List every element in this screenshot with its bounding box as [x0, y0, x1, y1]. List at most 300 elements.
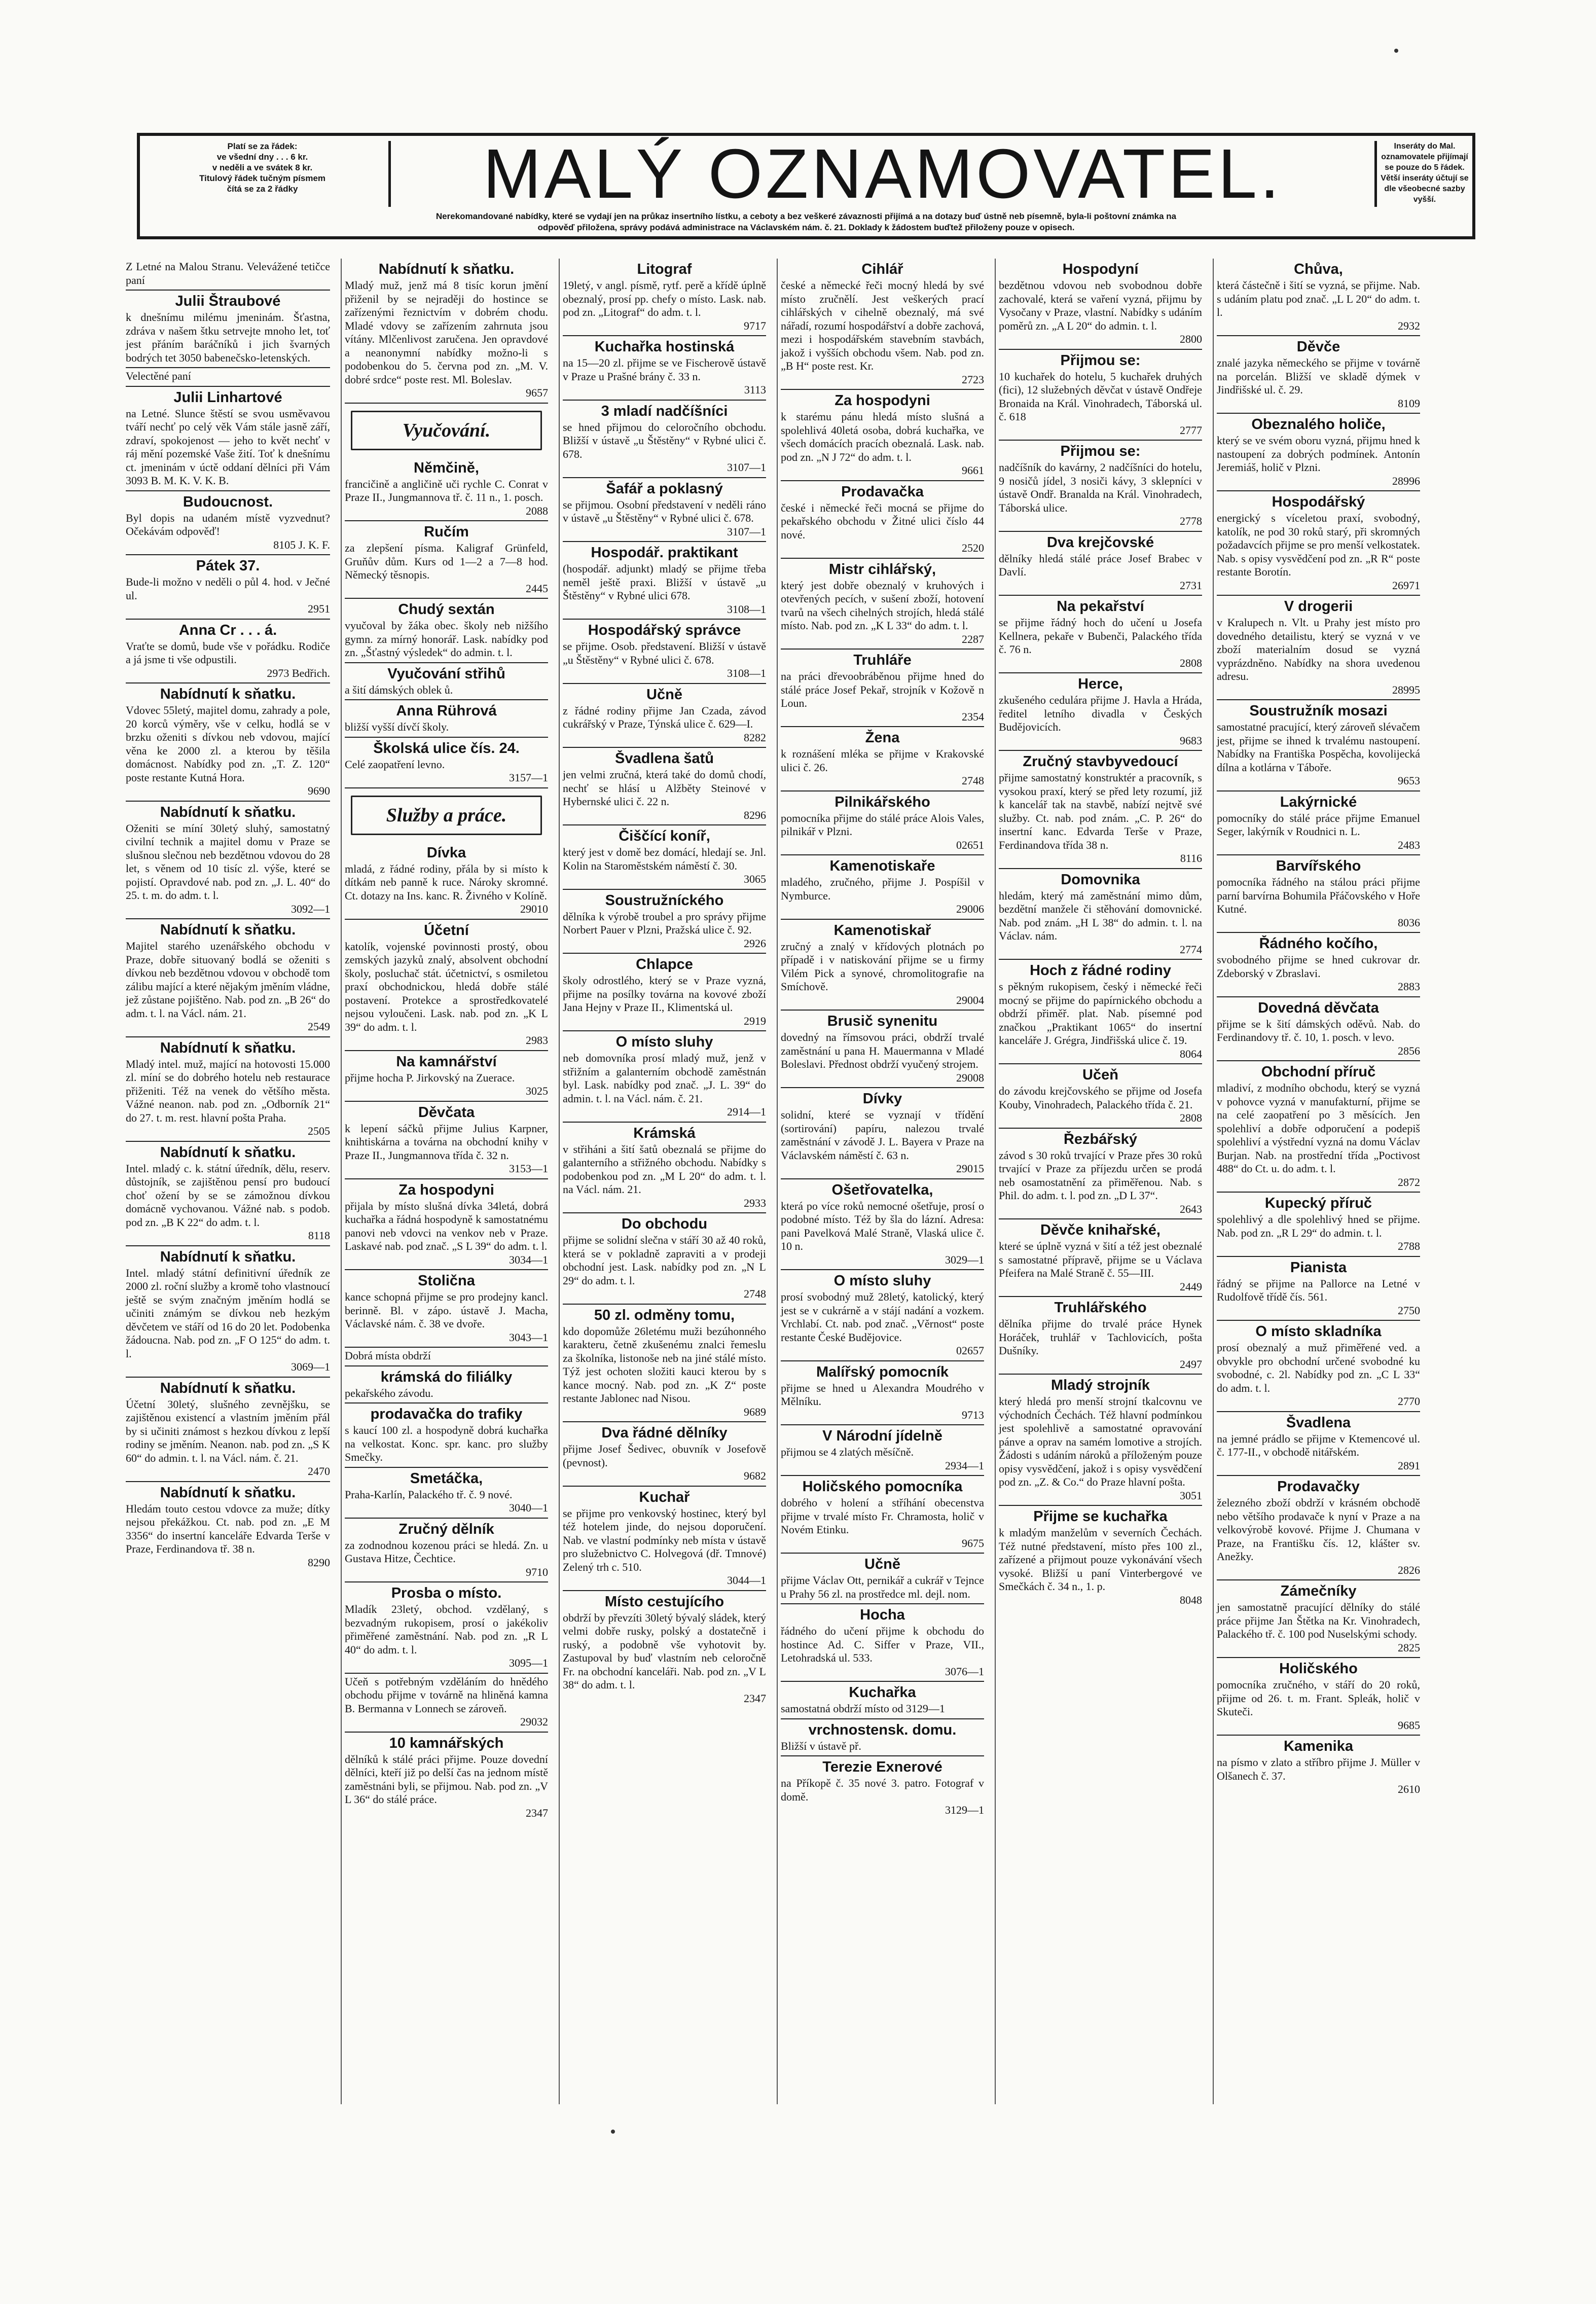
ad-text: energický s víceletou praxí, svobodný, katolík, ne pod 30 roků starý, při skromných požadavcích přijme se pro menší velkostatek. Nab. s opisy vysvědčení pod zn. „R R“ poste restante Borotín.: [1217, 512, 1420, 578]
ad-heading: Řádného kočího,: [1259, 935, 1378, 952]
ad-text: která po více roků nemocné ošetřuje, prosí o podobné místo. Též by šla do lázní. Adresa: pani Pavelková Malé Straně, Vlaská ulice č. 10 n.: [781, 1199, 984, 1252]
ad-heading: Učeň: [1082, 1067, 1118, 1083]
ad-text: Mladý muž, jenž má 8 tisíc korun jmění přiženil by se nejraději do hostince se zařízenými řeznictvím v dobrém chodu. Mladé vdovy se zařízením zahrnuta jsou vítány. Mlčenlivost zaručena. Jen opravdové a neanonymní nabídky možno-li s podobenkou do 5. června pod zn. „M. V. dobré srdce“ poste rest. Ml. Boleslav.: [345, 279, 548, 386]
ad-heading: Děvče: [1296, 339, 1340, 355]
column-1: [123, 259, 333, 2104]
ad-heading: V drogerii: [1284, 598, 1353, 615]
ad-text: obdrží by převzíti 30letý bývalý sládek, který velmi dobře rusky, polský a dostatečně i ruský, a podobně vše vyhotovit by. Zastupoval by buď vlastním neb celoročně Fr. na obchodní kanceláři. Nab. pod zn. „V L 38“ do adm. t. l.: [563, 1611, 766, 1691]
ad-heading: Holičského: [1279, 1661, 1358, 1677]
classified-ad: [781, 390, 984, 481]
ad-heading: Cihlář: [861, 261, 903, 277]
ad-heading: Smetáčka,: [410, 1470, 483, 1487]
ad-text: který se ve svém oboru vyzná, přijmu hned k nastoupení za dobrých podmínek. Antonín Jeremiáš, holič v Plzni.: [1217, 434, 1420, 474]
ad-number: 28996: [1392, 474, 1420, 487]
classified-ad: [1217, 1321, 1420, 1412]
ad-text: která částečně i šití se vyzná, se přijme. Nab. s udáním platu pod znač. „L L 20“ do adm. t. l.: [1217, 279, 1420, 318]
page-title: MALÝ OZNAMOVATEL.: [388, 141, 1377, 207]
ad-text: závod s 30 roků trvající v Praze přes 30 roků trvající v Praze za příjezdu určen se prodá neb osamostatnění za přiměřenou. Nab. s Phil. do adm. t. l. pod zn. „D L 37“.: [999, 1148, 1202, 1202]
ad-heading: Kupecký příruč: [1264, 1195, 1372, 1211]
column-6: [1213, 259, 1423, 2104]
ad-number: 26971: [1392, 579, 1420, 592]
ink-mark: [611, 2130, 615, 2134]
ad-text: za zlepšení písma. Kaligraf Grünfeld, Gruňův dům. Kurs od 1—2 a 7—8 hod. Německý těsnopis.: [345, 542, 548, 581]
ad-number: 2483: [1398, 838, 1420, 851]
classified-ad: [563, 542, 766, 620]
classified-ad: [999, 1375, 1202, 1506]
ad-number: 2983: [526, 1034, 548, 1047]
ad-text: železného zboží obdrží v krásném obchodě nebo většího prodavače k nyní v Praze a na velkovýrobě kovové. Přijme J. Chumana v Praze, na Františku čís. 12, klášter sv. Anežky.: [1217, 1496, 1420, 1563]
ad-text: nadčíšník do kavárny, 2 nadčíšníci do hotelu, 9 nosičů jídel, 3 nosiči kávy, 3 sklepníci v ústavě Ondř. Branalda na Král. Vinohradech, Táborská ulice.: [999, 461, 1202, 514]
classified-ad: [1217, 1658, 1420, 1736]
ad-number: 8105 J. K. F.: [273, 538, 330, 551]
ad-number: 8282: [744, 731, 766, 744]
classified-ad: [126, 683, 330, 802]
ad-number: 29015: [956, 1162, 984, 1175]
classified-ad: [563, 1591, 766, 1708]
classified-ad: [781, 1425, 984, 1476]
ad-number: 3043—1: [509, 1330, 548, 1344]
ad-text: Majitel starého uzenářského obchodu v Praze, dobře situovaný bodlá se oženiti s dívkou neb bezdětnou vdovou v obchodě tom zálibu mající a které nějakým jměním vládne, jež zůstane pojištěno. Nab. pod zn. „B 26“ do adm. t. l. na Václ. nám. 21.: [126, 940, 330, 1020]
classified-ad: [781, 1476, 984, 1554]
classified-ad: [999, 673, 1202, 751]
ad-text: na Letné. Slunce štěstí se svou usměvavou tváří nechť po celý věk Vám stále jasně září, zdraví, spokojenost — jeho to květ nechť v ráj mění pozemské Vaše žití. Toť k dnešnímu ct. jmeninám v úctě oddaní dělníci při Vám 3093 B. M. K. V. K. B.: [126, 407, 330, 487]
ad-number: 8290: [308, 1556, 330, 1569]
classified-ad: [126, 1037, 330, 1142]
classified-ad: [1217, 1193, 1420, 1257]
ad-number: 2872: [1398, 1175, 1420, 1189]
classified-ad: [781, 791, 984, 856]
ad-heading: Soustružník mosazi: [1249, 703, 1388, 719]
classified-ad: [1217, 1412, 1420, 1477]
ad-heading: Nabídnutí k sňatku.: [160, 922, 296, 938]
ad-heading: Kamenotiskaře: [829, 858, 935, 874]
classified-ad: [126, 1482, 330, 1572]
classified-ad: [126, 259, 330, 291]
ad-number: 2826: [1398, 1563, 1420, 1576]
classified-ad: [999, 1506, 1202, 1609]
ad-text: jen samostatně pracující dělníky do stálé práce přijme Jan Štětka na Kr. Vinohradech, Palackého tř. č. 100 pod Nuselskými schody.: [1217, 1601, 1420, 1640]
ad-text: Bude-li možno v neděli o půl 4. hod. v Ječné ul.: [126, 575, 330, 602]
ad-heading: vrchnostensk. domu.: [808, 1721, 957, 1738]
classified-ad: [126, 802, 330, 920]
classified-ad: [1217, 855, 1420, 933]
ad-number: 2445: [526, 582, 548, 595]
ad-number: 2856: [1398, 1044, 1420, 1057]
ad-number: 2088: [526, 504, 548, 517]
classified-ad: [1217, 700, 1420, 791]
ad-text: 10 kuchařek do hotelu, 5 kuchařek druhých (fici), 12 služebných děvčat v ústavě Ondřeje Bronaida na Král. Vinohradech, Táborská ul. č. 618: [999, 370, 1202, 423]
classified-ad: [781, 1011, 984, 1088]
ad-number: 9690: [308, 784, 330, 797]
ad-heading: Pianista: [1290, 1259, 1347, 1276]
ad-text: který jest dobře obeznalý v kruhových i otevřených pecích, v sušení zboží, hotovení tvarů na všech cihelných strojích, hledá stálé místo. Nab. pod zn. „K L 33“ do adm. t. l.: [781, 579, 984, 632]
ad-text: zkušeného cedulára přijme J. Havla a Hráda, ředitel letního divadla v Českých Budějovicích.: [999, 694, 1202, 733]
classified-ad: [563, 1487, 766, 1591]
ad-heading: Kamenika: [1283, 1738, 1353, 1754]
ad-text: k dnešnímu milému jmeninám. Šťastna, zdráva v našem štku setrvejte mnoho let, toť jest přáním baráčníků i jich švarných bodrých tet 3050 babenečsko-letenských.: [126, 311, 330, 364]
ad-heading: Herce,: [1078, 676, 1123, 692]
classified-ad: [999, 532, 1202, 596]
ad-number: 3095—1: [509, 1657, 548, 1669]
classified-ad: [1217, 336, 1420, 414]
ad-text: znalé jazyka německého se přijme v továrně na porcelán. Bližší ve skladě dýmek v Jindřišské ul. č. 29.: [1217, 356, 1420, 396]
classified-ad: [563, 336, 766, 401]
ad-text: na jemné prádlo se přijme v Ktemencové ul. č. 177-II., v obchodě nitářském.: [1217, 1432, 1420, 1458]
ad-heading: Pátek 37.: [196, 558, 260, 574]
ad-number: 3040—1: [509, 1501, 548, 1514]
ad-number: 3034—1: [509, 1253, 548, 1266]
ad-number: 3107—1: [727, 525, 766, 538]
classified-ad: [126, 491, 330, 556]
ad-heading: Julii Linhartové: [173, 389, 282, 406]
ad-text: vyučoval by žáka obec. školy neb nižšího gymn. za mírný honorář. Lask. nabídky pod zn. „Šťastný výsledek“ do admin. t. l.: [345, 619, 548, 659]
ad-number: 29008: [956, 1071, 984, 1084]
classified-ad: [345, 1051, 548, 1102]
ad-heading: Žena: [865, 730, 900, 746]
ad-number: 2788: [1398, 1240, 1420, 1252]
ad-text: dělníka přijme do trvalé práce Hynek Horáček, truhlář v Tachlovicích, pošta Dušníky.: [999, 1317, 1202, 1357]
ad-heading: Učně: [864, 1556, 900, 1572]
classified-ad: [345, 842, 548, 920]
ad-number: 2470: [308, 1465, 330, 1478]
ad-number: 3108—1: [727, 602, 766, 616]
ad-heading: Chlapce: [636, 956, 693, 973]
ad-number: 2951: [308, 602, 330, 615]
ad-number: 3065: [744, 873, 766, 885]
ink-mark: [1394, 49, 1398, 53]
classified-ad: [563, 401, 766, 478]
ad-heading: Budoucnost.: [183, 493, 273, 510]
ad-text: svobodného přijme se hned cukrovar dr. Zdeborský v Zbraslavi.: [1217, 953, 1420, 980]
column-3: [559, 259, 769, 2104]
ad-text: řádný se přijme na Pallorce na Letné v Rudolfově třídě čís. 561.: [1217, 1277, 1420, 1303]
ad-text: mladá, z řádné rodiny, přála by si místo k dítkám neb panně k ruce. Nároky skromné. Ct. dotazy na Ins. kanc. R. Živného v Kolíně.: [345, 862, 548, 902]
ad-heading: Nabídnutí k sňatku.: [160, 1484, 296, 1501]
ad-heading: Mladý strojník: [1051, 1377, 1150, 1393]
ad-text: pomocníka přijme do stálé práce Alois Vales, pilnikář v Plzni.: [781, 811, 984, 838]
classified-ad: [1217, 791, 1420, 856]
classified-ad: [1217, 997, 1420, 1062]
ad-heading: Nabídnutí k sňatku.: [160, 686, 296, 702]
ad-number: 2778: [1180, 515, 1202, 527]
ad-text: z řádné rodiny přijme Jan Czada, závod cukrářský v Praze, Týnská ulice č. 629—I.: [563, 704, 766, 730]
masthead-rates: [147, 141, 378, 194]
classified-ad: [781, 1361, 984, 1426]
column-5: [995, 259, 1205, 2104]
classified-ad: [563, 1422, 766, 1487]
classified-ad: [345, 1270, 548, 1348]
ad-number: 29006: [956, 903, 984, 915]
ad-number: 8048: [1180, 1593, 1202, 1606]
ad-text: Bližší v ústavě př.: [781, 1739, 861, 1752]
ad-heading: Nabídnutí k sňatku.: [160, 1380, 296, 1396]
classified-ad: [126, 291, 330, 368]
classified-ad: [781, 1554, 984, 1604]
classified-ad: [999, 441, 1202, 532]
classified-ad: [781, 855, 984, 920]
ad-text: Intel. mladý c. k. státní úředník, dělu, reserv. důstojník, se zajištěnou pensí pro budoucí choť ožení by se se zámožnou dívkou domácně vychovanou. Vážné nab. s podob. pod zn. „B K 22“ do adm. t. l.: [126, 1162, 330, 1229]
ad-text: který hledá pro menší strojní tkalcovnu ve východních Čechách. Též hlavní podmínkou jest spolehlivě a samostatné opravování pánve a oprav na samém lomotive a strojích. Žádosti s udáním nároků a příloženým pouze opisy vysvědčení, jakož i s opisy vysvědčení pod zn. „Z. & Co.“ do Praze hlavní pošta.: [999, 1395, 1202, 1488]
classified-ad: [126, 620, 330, 684]
classified-ad: [345, 521, 548, 599]
classified-ad: [345, 259, 548, 404]
classified-ad: [563, 825, 766, 890]
ad-text: české i německé řeči mocná se přijme do pekařského obchodu v Žitné ulici číslo 44 nové.: [781, 501, 984, 541]
ad-text: solidní, které se vyznají v třídění (sortirování) papíru, nalezou trvalé zaměstnání v závodě J. L. Bayera v Praze na Václavském náměstí č. 63 n.: [781, 1108, 984, 1162]
ad-number: 2774: [1180, 943, 1202, 956]
ad-text: na Příkopě č. 35 nové 3. patro. Fotograf v domě.: [781, 1777, 984, 1803]
classified-ad: [126, 1378, 330, 1482]
ad-text: bezdětnou vdovou neb svobodnou dobře zachovalé, která se vaření vyzná, přijmu by Vysočany v Praze, vlastní. Nabídky s udáním poměrů zn. „A L 20“ do admin. t. l.: [999, 279, 1202, 332]
classified-ad: [563, 954, 766, 1031]
ad-heading: Zručný stavbyvedoucí: [1023, 753, 1178, 770]
ad-number: 2723: [962, 373, 984, 386]
ad-number: 3092—1: [291, 902, 330, 915]
ad-number: 02657: [956, 1344, 984, 1357]
ad-number: 2926: [744, 937, 766, 950]
ad-number: 9685: [1398, 1718, 1420, 1732]
ad-text: neb domovníka prosí mladý muž, jenž v střižním a galanterním obchodě zaměstnán byl. Lask. nabídky pod znač. „J. L. 39“ do admin. t. l. na Václ. nám. č. 21.: [563, 1052, 766, 1105]
classified-ad: [1217, 1257, 1420, 1321]
classified-ad: [781, 920, 984, 1011]
ad-heading: 10 kamnářských: [389, 1735, 504, 1751]
ad-heading: Nabídnutí k sňatku.: [160, 1144, 296, 1161]
rates-line: v neděli a ve svátek 8 kr.: [212, 163, 313, 172]
classified-ad: [563, 620, 766, 684]
ad-text: přijme se solidní slečna v stáří 30 až 40 roků, která se v pokladně zapraviti a v prodeji obchodní jest. Lask. nabídky pod zn. „N L 29“ do adm. t. l.: [563, 1234, 766, 1287]
classified-ad: [126, 1246, 330, 1378]
classified-ad: [999, 1297, 1202, 1375]
ad-heading: Soustružníckého: [605, 892, 724, 909]
ad-number: 2748: [962, 774, 984, 787]
classified-ad: [999, 869, 1202, 960]
ad-heading: Děvčata: [418, 1104, 475, 1121]
classified-ad: [126, 919, 330, 1037]
ad-text: Učeň s potřebným vzděláním do hnědého obchodu přijme v továrně na hliněná kamna B. Bermanna v Lonnech se zároveň.: [345, 1675, 548, 1715]
ad-number: 2914—1: [727, 1105, 766, 1118]
classified-ad: [999, 1064, 1202, 1129]
ad-heading: Dva krejčovské: [1046, 534, 1154, 551]
ad-heading: Truhlářského: [1054, 1300, 1147, 1316]
classified-ad: [781, 727, 984, 791]
ad-heading: Nabídnutí k sňatku.: [160, 1248, 296, 1265]
ad-number: 2883: [1398, 980, 1420, 993]
classified-ad: [345, 1468, 548, 1519]
ad-heading: Přijmou se:: [1060, 352, 1141, 369]
classified-ad: [999, 1129, 1202, 1220]
ad-text: k starému pánu hledá místo slušná a spolehlivá 40letá osoba, dobrá kuchařka, ve všech domácích pracích obeznalá. Lask. nab. pod zn. „N J 72“ do adm. t. l.: [781, 410, 984, 463]
ad-heading: Hoch z řádné rodiny: [1030, 962, 1171, 979]
ad-text: přijme se hned u Alexandra Moudrého v Mělníku.: [781, 1381, 984, 1408]
ad-text: se přijme. Osob. představení. Bližší v ústavě „u Štěstěny“ v Rybné ulici č. 678.: [563, 640, 766, 666]
ad-number: 9675: [962, 1536, 984, 1550]
ad-heading: krámská do filiálky: [380, 1369, 513, 1385]
ad-number: 3051: [1180, 1489, 1202, 1502]
ad-text: (hospodář. adjunkt) mladý se přijme třeba neměl ještě praxi. Bližší v ústavě „u Štěstěny“ v Rybné ulici 678.: [563, 562, 766, 602]
ad-heading: O místo skladníka: [1255, 1323, 1382, 1340]
classified-ad: [345, 1674, 548, 1733]
ad-number: 2354: [962, 710, 984, 723]
classified-ad: [345, 1179, 548, 1271]
column-4: [777, 259, 987, 2104]
ad-number: 3129—1: [945, 1804, 984, 1816]
ad-number: 3108—1: [727, 667, 766, 679]
ad-heading: O místo sluhy: [615, 1034, 713, 1050]
ad-number: 3076—1: [945, 1665, 984, 1678]
ad-text: spolehlivý a dle spolehlivý hned se přijme. Nab. pod zn. „R L 29“ do admin. t. l.: [1217, 1213, 1420, 1239]
ad-number: 29004: [956, 993, 984, 1006]
ad-text: který jest v domě bez domácí, hledají se. Jnl. Kolin na Staroměstském náměstí č. 30.: [563, 846, 766, 872]
ad-text: přijme Josef Šedivec, obuvník v Josefově (pevnost).: [563, 1443, 766, 1469]
note-line: odpověď přiložena, správy podává administrace na Václavském nám. č. 21. Doklady k žádostem buďtež přiloženy pouze v opisech.: [537, 223, 1075, 232]
ad-text: dělníky hledá stálé práce Josef Brabec v Davlí.: [999, 552, 1202, 578]
ad-heading: Truhláře: [853, 652, 912, 668]
ad-number: 8109: [1398, 397, 1420, 410]
ad-heading: Kuchař: [639, 1489, 690, 1505]
ad-heading: Hocha: [860, 1607, 905, 1623]
classified-ad: [563, 1213, 766, 1305]
ad-heading: Ošetřovatelka,: [831, 1181, 933, 1198]
ad-number: 2497: [1180, 1357, 1202, 1371]
ad-number: 2347: [744, 1691, 766, 1705]
classified-ad: [345, 1733, 548, 1823]
ad-number: 2800: [1180, 333, 1202, 345]
ad-text: dělníka k výrobě troubel a pro správy přijme Norbert Pauer v Plzni, Pražská ulice č. 92.: [563, 910, 766, 936]
ad-heading: Dívka: [426, 844, 466, 861]
ad-number: 2825: [1398, 1641, 1420, 1654]
rates-line: Titulový řádek tučným písmem: [199, 173, 326, 183]
classified-ad: [781, 1719, 984, 1757]
ad-text: přijme hocha P. Jirkovský na Zuerace.: [345, 1071, 515, 1084]
ad-text: 19letý, v angl. písmě, rytf. perě a křídě úplně obeznalý, prosí pp. chefy o místo. Lask. nab. pod zn. „Litograf“ do adm. t. l.: [563, 279, 766, 318]
ad-heading: Barvířského: [1276, 858, 1361, 874]
ad-number: 2973 Bedřich.: [267, 666, 330, 679]
ad-text: prosí svobodný muž 28letý, katolický, který jest se v cukrárně a v stájí nadání a vozkem. Vrchlabí. Ct. nab. pod znač. „Věrnost“ poste restante České Budějovice.: [781, 1290, 984, 1344]
classified-ad: [1217, 491, 1420, 596]
ad-text: kdo dopomůže 26letému muži bezúhonného karakteru, četně zkušenému znalci řemeslu za školníka, listonoše neb na jiné stálé místo. Týž jest ochoten složiti kauci kterou by s kance mocný. Nab. pod zn. „K Z“ poste restante Jablonec nad Nisou.: [563, 1324, 766, 1405]
ad-heading: Učně: [646, 686, 682, 703]
rates-line: ve všední dny . . . 6 kr.: [216, 152, 308, 162]
masthead-terms: [1380, 141, 1470, 205]
ad-number: 29032: [520, 1715, 548, 1728]
ad-number: 3029—1: [945, 1253, 984, 1266]
ad-heading: Zručný dělník: [398, 1521, 494, 1537]
ad-heading: Zámečníky: [1280, 1583, 1357, 1599]
ad-heading: Šafář a poklasný: [606, 480, 723, 497]
ad-number: 2505: [308, 1125, 330, 1137]
classified-ad: [563, 1123, 766, 1214]
ad-heading: Litograf: [637, 261, 692, 277]
ad-text: na písmo v zlato a stříbro přijme J. Müller v Olšanech č. 37.: [1217, 1756, 1420, 1782]
ad-heading: Účetní: [424, 922, 469, 939]
ad-text: Intel. mladý státní definitivní úředník ze 2000 zl. roční služby a kromě toho vlastnoucí ještě se svým značným jměním hodlá se učiniti známým se dívkou neb hezkým děvčetem ve stáří od 16 do 20 let. Podobenka žádoucna. Nab. pod zn. „F O 125“ do adm. t. l.: [126, 1266, 330, 1360]
classified-ad: [126, 555, 330, 620]
classified-ad: [126, 368, 330, 387]
ad-number: 2934—1: [945, 1459, 984, 1472]
ad-number: 2347: [526, 1806, 548, 1819]
ad-text: pomocníka zručného, v stáří do 20 roků, přijme od 26. t. m. Frant. Spleák, holič v Skuteči.: [1217, 1678, 1420, 1718]
ad-number: 9657: [526, 386, 548, 399]
classified-ad: [1217, 1580, 1420, 1658]
ad-heading: Děvče knihařské,: [1040, 1222, 1160, 1238]
ad-text: dobrého v holení a stříhání obecenstva přijme v trvalé místo Fr. Chramosta, holič v Novém Etinku.: [781, 1496, 984, 1536]
ad-heading: Za hospodyni: [398, 1181, 494, 1198]
ad-number: 3113: [744, 383, 766, 396]
classified-ad: [999, 751, 1202, 869]
ad-number: 2808: [1180, 656, 1202, 669]
ad-heading: Pilnikářského: [835, 794, 930, 810]
classified-ad: [781, 1682, 984, 1719]
ad-number: 3153—1: [509, 1162, 548, 1175]
ad-heading: Dívky: [862, 1091, 902, 1107]
ad-number: 2750: [1398, 1304, 1420, 1317]
classified-ad: [781, 1179, 984, 1271]
ad-heading: Malířský pomocník: [816, 1363, 949, 1380]
classified-ad: [345, 663, 548, 701]
ad-text: k mladým manželům v severních Čechách. Též nutné představení, místo přes 100 zl., zařízené a přijmout pouze vykonávání všech vysoké. Bližší u paní Vinterbergové ve Smečkách č. 34 n., 1. p.: [999, 1526, 1202, 1593]
ad-text: zručný a znalý v křídových plotnách po případě i v natiskování přijme se u firmy Vilém Pick a synové, chromolitografie na Smíchově.: [781, 940, 984, 993]
ad-number: 3025: [526, 1085, 548, 1097]
classified-ad: [781, 650, 984, 727]
ad-heading: Prodavačka: [841, 483, 924, 500]
ad-heading: Čiščící koníř,: [619, 828, 710, 844]
ad-number: 2449: [1180, 1280, 1202, 1293]
classified-ad: [781, 1088, 984, 1179]
classified-ad: [563, 1305, 766, 1423]
rates-line: Platí se za řádek:: [227, 141, 298, 151]
ad-heading: Obchodní příruč: [1261, 1064, 1376, 1080]
ad-heading: Mistr cihlářský,: [828, 561, 936, 578]
ad-number: 2808: [1180, 1111, 1202, 1124]
classified-ad: [345, 457, 548, 522]
ad-text: Hledám touto cestou vdovce za muže; dítky nejsou překážkou. Ct. nab. pod zn. „E M 3356“ do insertní kanceláře Edvarda Terše v Praze, Ferdinandova tř. 38 n.: [126, 1502, 330, 1555]
ad-number: 2287: [962, 632, 984, 645]
classified-ad: [1217, 259, 1420, 336]
ad-heading: Anna Rührová: [396, 703, 497, 719]
ad-text: přijmou se 4 zlatých měsíčně.: [781, 1446, 914, 1458]
ad-text: přijme se k šití dámských oděvů. Nab. do Ferdinandovy tř. č. 10, 1. posch. v levo.: [1217, 1017, 1420, 1043]
ad-heading: Lakýrnické: [1280, 794, 1357, 810]
ad-text: se přijmou. Osobní představení v neděli ráno v ústavě „u Štěstěny“ v Rybné ulici č. 678.: [563, 498, 766, 524]
ad-text: prosí obeznalý a muž přiměřené ved. a obvykle pro obchodní určené svobodné ku svobodné, c. 2l. Nabídky pod zn. „C L 33“ do adm. t. l.: [1217, 1341, 1420, 1394]
ad-text: na práci dřevoobráběnou přijme hned do stálé práce Josef Pekař, strojník v Kožově n Loun.: [781, 670, 984, 709]
ad-heading: Stolična: [418, 1273, 475, 1289]
ad-heading: O místo sluhy: [833, 1273, 931, 1289]
ad-heading: Nabídnutí k sňatku.: [160, 1039, 296, 1056]
classified-ad: [781, 481, 984, 559]
classified-ad: [781, 1604, 984, 1682]
ad-number: 3069—1: [291, 1360, 330, 1373]
ad-heading: Prosba o místo.: [391, 1585, 502, 1601]
ad-heading: Přijmou se:: [1060, 443, 1141, 459]
ad-text: dovedný na římsovou práci, obdrží trvalé zaměstnání u pana H. Mauermanna v Mladé Boleslavi. Přednost obdrží vyučený strojem.: [781, 1031, 984, 1070]
masthead-note: [147, 211, 1465, 233]
ad-heading: Ručím: [424, 524, 469, 540]
ad-text: školy odrostlého, který se v Praze vyzná, přijme na posílky továrna na kovové zboží Jana Hejny v Praze II., Klimentská ul.: [563, 974, 766, 1014]
section-heading: Služby a práce.: [351, 796, 542, 835]
ad-heading: Hospodářský správce: [588, 622, 741, 638]
ad-number: 2777: [1180, 423, 1202, 437]
classified-ad: [345, 1366, 548, 1404]
ad-heading: Dva řádné dělníky: [601, 1425, 728, 1441]
ad-number: 8116: [1180, 852, 1202, 865]
ad-heading: Chudý sextán: [398, 601, 495, 618]
ad-heading: Němčině,: [414, 459, 479, 476]
ad-number: 8036: [1398, 916, 1420, 929]
ad-number: 9653: [1398, 774, 1420, 787]
ad-number: 2731: [1180, 579, 1202, 592]
classified-ad: [999, 259, 1202, 350]
